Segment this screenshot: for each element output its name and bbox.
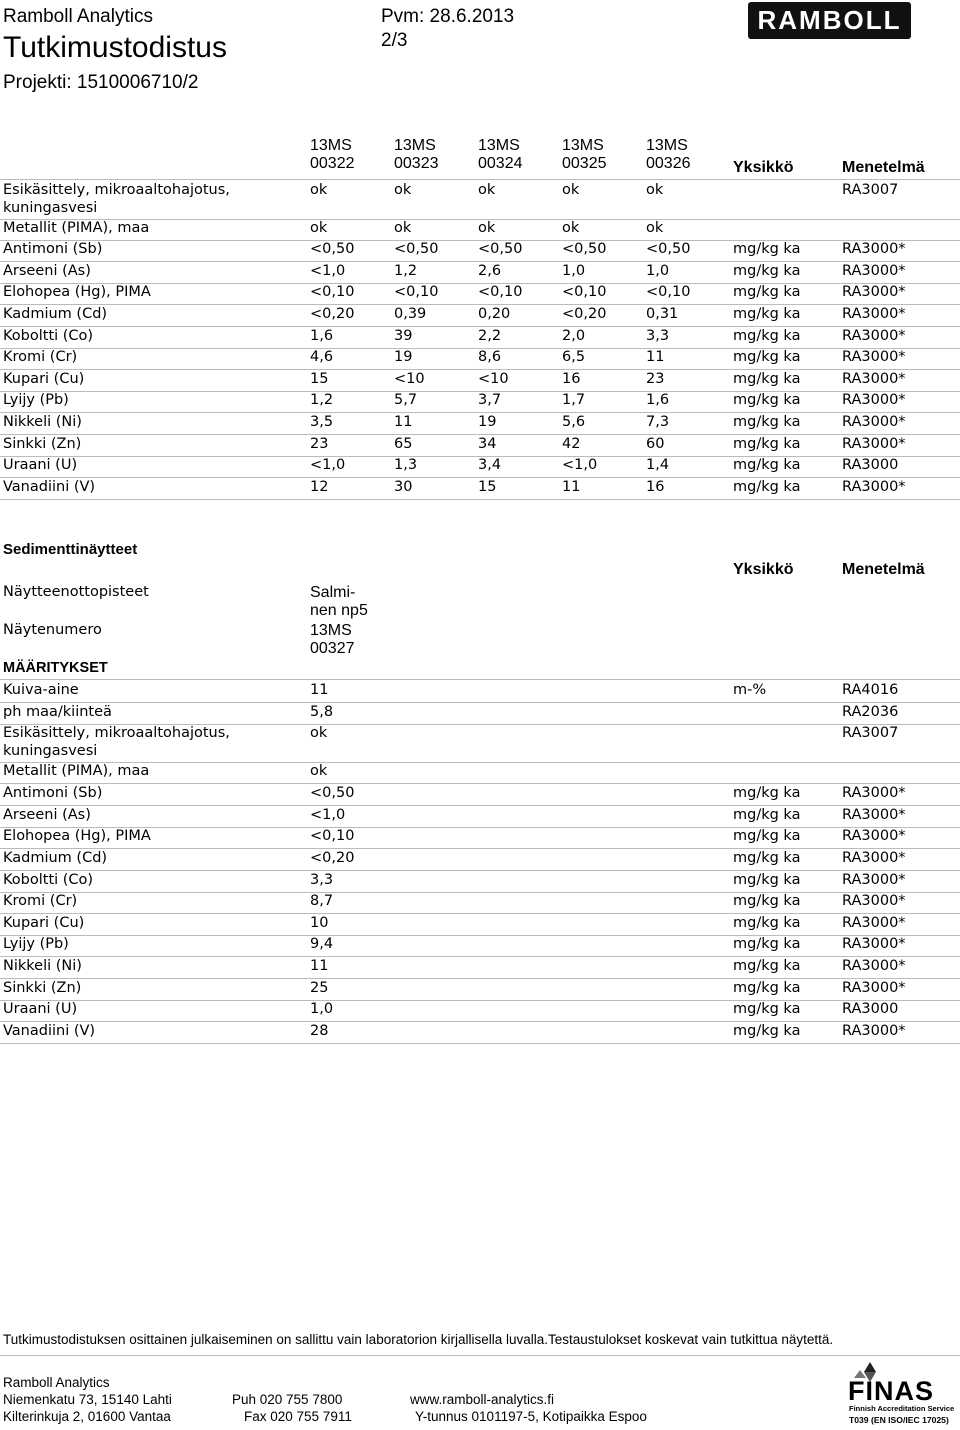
row-label: Koboltti (Co) <box>3 328 94 344</box>
value-cell: <1,0 <box>310 263 346 279</box>
method-header: Menetelmä <box>842 561 925 578</box>
value-cell: 2,6 <box>478 263 502 279</box>
value-cell: <0,20 <box>310 850 355 866</box>
unit-cell: mg/kg ka <box>733 936 801 952</box>
unit-cell: mg/kg ka <box>733 1023 801 1039</box>
value-cell: <0,10 <box>646 284 691 300</box>
method-cell: RA3000* <box>842 872 906 888</box>
footer-fax: Fax 020 755 7911 <box>244 1409 352 1424</box>
row-label: Metallit (PIMA), maa <box>3 763 150 779</box>
unit-cell: mg/kg ka <box>733 958 801 974</box>
row-divider <box>0 1000 960 1001</box>
value-cell: ok <box>478 220 496 236</box>
footer-business-id: Y-tunnus 0101197-5, Kotipaikka Espoo <box>415 1409 647 1424</box>
method-cell: RA3007 <box>842 725 899 741</box>
method-cell: RA3000* <box>842 328 906 344</box>
method-cell: RA3000* <box>842 828 906 844</box>
method-cell: RA3000 <box>842 1001 899 1017</box>
row-divider <box>0 412 960 413</box>
value-cell: 1,0 <box>310 1001 334 1017</box>
value-cell: <10 <box>478 371 509 387</box>
value-cell: 11 <box>310 958 329 974</box>
row-label-cont: kuningasvesi <box>3 200 98 216</box>
method-cell: RA3000* <box>842 241 906 257</box>
row-label: ph maa/kiinteä <box>3 704 112 720</box>
value-cell: 15 <box>478 479 497 495</box>
row-label: Metallit (PIMA), maa <box>3 220 150 236</box>
value-cell: 0,39 <box>394 306 427 322</box>
value-cell: 1,4 <box>646 457 670 473</box>
sample-id-line1: 13MS <box>394 137 436 154</box>
row-divider <box>0 978 960 979</box>
value-cell: ok <box>646 220 664 236</box>
row-label: Arseeni (As) <box>3 807 91 823</box>
value-cell: <1,0 <box>310 807 346 823</box>
unit-cell: mg/kg ka <box>733 850 801 866</box>
finas-name: FINAS <box>848 1376 934 1406</box>
row-label: Sinkki (Zn) <box>3 980 82 996</box>
method-cell: RA3000* <box>842 785 906 801</box>
footer-phone: Puh 020 755 7800 <box>232 1392 343 1407</box>
value-cell: 8,7 <box>310 893 334 909</box>
unit-cell: mg/kg ka <box>733 893 801 909</box>
project-number: Projekti: 1510006710/2 <box>3 72 199 93</box>
method-cell: RA3000* <box>842 414 906 430</box>
row-label: Nikkeli (Ni) <box>3 958 82 974</box>
unit-cell: mg/kg ka <box>733 980 801 996</box>
value-cell: <0,50 <box>310 241 355 257</box>
value-cell: <0,10 <box>394 284 439 300</box>
value-cell: ok <box>646 182 664 198</box>
sample-id-line1: 13MS <box>646 137 688 154</box>
value-cell: 3,3 <box>646 328 670 344</box>
method-cell: RA3000* <box>842 850 906 866</box>
row-divider <box>0 805 960 806</box>
row-divider <box>0 702 960 703</box>
value-cell: <0,50 <box>394 241 439 257</box>
row-label: Antimoni (Sb) <box>3 241 103 257</box>
value-cell: 23 <box>646 371 665 387</box>
row-divider <box>0 1043 960 1044</box>
sampling-point-line1: Salmi- <box>310 584 356 601</box>
value-cell: 3,4 <box>478 457 502 473</box>
value-cell: 30 <box>394 479 413 495</box>
unit-cell: m-% <box>733 682 767 698</box>
value-cell: 2,2 <box>478 328 502 344</box>
finas-logo <box>846 1358 958 1426</box>
value-cell: 1,6 <box>646 392 670 408</box>
sample-id-line1: 13MS <box>562 137 604 154</box>
method-cell: RA3000* <box>842 436 906 452</box>
value-cell: 11 <box>562 479 581 495</box>
unit-cell: mg/kg ka <box>733 828 801 844</box>
method-cell: RA4016 <box>842 682 899 698</box>
row-divider <box>0 913 960 914</box>
method-cell: RA3000* <box>842 807 906 823</box>
value-cell: <0,50 <box>310 785 355 801</box>
row-label: Antimoni (Sb) <box>3 785 103 801</box>
unit-cell: mg/kg ka <box>733 284 801 300</box>
ramboll-logo: RAMBOLL <box>748 2 911 39</box>
footer-divider <box>0 1355 960 1356</box>
row-divider <box>0 870 960 871</box>
value-cell: <0,20 <box>562 306 607 322</box>
row-divider <box>0 369 960 370</box>
sample-id-line2: 00322 <box>310 155 355 172</box>
method-cell: RA3000* <box>842 1023 906 1039</box>
sample-id-line1: 13MS <box>478 137 520 154</box>
sample-number-line2: 00327 <box>310 640 355 657</box>
section-title: Sedimenttinäytteet <box>3 541 138 558</box>
value-cell: <1,0 <box>562 457 598 473</box>
unit-cell: mg/kg ka <box>733 457 801 473</box>
row-label: Arseeni (As) <box>3 263 91 279</box>
sampling-point-label: Näytteenottopisteet <box>3 584 149 600</box>
value-cell: 16 <box>562 371 581 387</box>
value-cell: 23 <box>310 436 329 452</box>
value-cell: 28 <box>310 1023 329 1039</box>
row-divider <box>0 179 960 180</box>
row-label: Kadmium (Cd) <box>3 306 108 322</box>
measurements-label: MÄÄRITYKSET <box>3 660 108 676</box>
value-cell: 11 <box>310 682 329 698</box>
value-cell: 15 <box>310 371 329 387</box>
row-divider <box>0 499 960 500</box>
sample-id-line2: 00324 <box>478 155 523 172</box>
value-cell: ok <box>310 763 328 779</box>
unit-cell: mg/kg ka <box>733 306 801 322</box>
sample-id-line2: 00326 <box>646 155 691 172</box>
value-cell: 12 <box>310 479 329 495</box>
value-cell: ok <box>394 220 412 236</box>
value-cell: 1,6 <box>310 328 334 344</box>
row-label: Kromi (Cr) <box>3 893 78 909</box>
value-cell: 65 <box>394 436 413 452</box>
sample-id-line2: 00325 <box>562 155 607 172</box>
footer-company: Ramboll Analytics <box>3 1375 110 1390</box>
unit-cell: mg/kg ka <box>733 807 801 823</box>
unit-cell: mg/kg ka <box>733 785 801 801</box>
value-cell: ok <box>478 182 496 198</box>
method-cell: RA3000* <box>842 392 906 408</box>
value-cell: 4,6 <box>310 349 334 365</box>
unit-cell: mg/kg ka <box>733 392 801 408</box>
value-cell: 19 <box>478 414 497 430</box>
value-cell: <0,10 <box>310 828 355 844</box>
row-label: Elohopea (Hg), PIMA <box>3 284 151 300</box>
row-divider <box>0 892 960 893</box>
method-cell: RA3000* <box>842 958 906 974</box>
value-cell: 1,0 <box>646 263 670 279</box>
row-label: Nikkeli (Ni) <box>3 414 82 430</box>
row-divider <box>0 434 960 435</box>
method-cell: RA3000* <box>842 371 906 387</box>
value-cell: 3,3 <box>310 872 334 888</box>
method-cell: RA3000* <box>842 263 906 279</box>
row-divider <box>0 261 960 262</box>
value-cell: <0,50 <box>562 241 607 257</box>
method-cell: RA2036 <box>842 704 899 720</box>
row-label: Kupari (Cu) <box>3 915 85 931</box>
row-divider <box>0 326 960 327</box>
finas-subtitle: Finnish Accreditation Service <box>849 1404 955 1413</box>
value-cell: ok <box>394 182 412 198</box>
method-header: Menetelmä <box>842 159 925 176</box>
row-label: Elohopea (Hg), PIMA <box>3 828 151 844</box>
unit-cell: mg/kg ka <box>733 436 801 452</box>
method-cell: RA3000* <box>842 915 906 931</box>
value-cell: 34 <box>478 436 497 452</box>
value-cell: 8,6 <box>478 349 502 365</box>
row-label: Koboltti (Co) <box>3 872 94 888</box>
value-cell: 16 <box>646 479 665 495</box>
value-cell: 39 <box>394 328 413 344</box>
unit-header: Yksikkö <box>733 561 794 578</box>
row-divider <box>0 783 960 784</box>
value-cell: 7,3 <box>646 414 670 430</box>
sample-number-line1: 13MS <box>310 622 352 639</box>
row-label: Lyijy (Pb) <box>3 392 69 408</box>
footer-address-2: Kilterinkuja 2, 01600 Vantaa <box>3 1409 171 1424</box>
value-cell: 0,20 <box>478 306 511 322</box>
row-divider <box>0 304 960 305</box>
value-cell: 19 <box>394 349 413 365</box>
value-cell: ok <box>562 220 580 236</box>
row-label: Kromi (Cr) <box>3 349 78 365</box>
value-cell: ok <box>310 725 328 741</box>
unit-cell: mg/kg ka <box>733 1001 801 1017</box>
value-cell: 11 <box>394 414 413 430</box>
row-divider <box>0 679 960 680</box>
method-cell: RA3000* <box>842 980 906 996</box>
row-label: Kupari (Cu) <box>3 371 85 387</box>
value-cell: ok <box>562 182 580 198</box>
method-cell: RA3000 <box>842 457 899 473</box>
unit-cell: mg/kg ka <box>733 349 801 365</box>
method-cell: RA3000* <box>842 936 906 952</box>
row-label: Uraani (U) <box>3 1001 78 1017</box>
value-cell: ok <box>310 220 328 236</box>
row-divider <box>0 956 960 957</box>
value-cell: 6,5 <box>562 349 586 365</box>
row-label: Vanadiini (V) <box>3 479 96 495</box>
value-cell: <0,10 <box>310 284 355 300</box>
value-cell: 42 <box>562 436 581 452</box>
row-label: Kadmium (Cd) <box>3 850 108 866</box>
row-divider <box>0 477 960 478</box>
method-cell: RA3000* <box>842 349 906 365</box>
value-cell: 3,7 <box>478 392 502 408</box>
unit-cell: mg/kg ka <box>733 915 801 931</box>
row-divider <box>0 848 960 849</box>
footer-disclaimer: Tutkimustodistuksen osittainen julkaiseminen on sallittu vain laboratorion kirjallisella luvalla.Testaustulokset koskevat vain tutkittua näytettä. <box>3 1332 834 1347</box>
company-name: Ramboll Analytics <box>3 6 153 27</box>
row-divider <box>0 1021 960 1022</box>
unit-cell: mg/kg ka <box>733 328 801 344</box>
value-cell: <0,10 <box>478 284 523 300</box>
finas-code: T039 (EN ISO/IEC 17025) <box>849 1415 949 1425</box>
value-cell: 60 <box>646 436 665 452</box>
unit-header: Yksikkö <box>733 159 794 176</box>
footer-website: www.ramboll-analytics.fi <box>410 1392 555 1407</box>
value-cell: 10 <box>310 915 329 931</box>
value-cell: 1,3 <box>394 457 418 473</box>
value-cell: ok <box>310 182 328 198</box>
row-label: Esikäsittely, mikroaaltohajotus, <box>3 182 230 198</box>
row-label: Lyijy (Pb) <box>3 936 69 952</box>
row-label: Vanadiini (V) <box>3 1023 96 1039</box>
value-cell: 3,5 <box>310 414 334 430</box>
unit-cell: mg/kg ka <box>733 263 801 279</box>
value-cell: 1,2 <box>310 392 334 408</box>
document-title: Tutkimustodistus <box>3 31 227 64</box>
row-label: Uraani (U) <box>3 457 78 473</box>
row-label: Kuiva-aine <box>3 682 79 698</box>
value-cell: <0,20 <box>310 306 355 322</box>
value-cell: <10 <box>394 371 425 387</box>
unit-cell: mg/kg ka <box>733 414 801 430</box>
value-cell: 1,2 <box>394 263 418 279</box>
value-cell: <1,0 <box>310 457 346 473</box>
value-cell: 5,6 <box>562 414 586 430</box>
value-cell: 11 <box>646 349 665 365</box>
document-date: Pvm: 28.6.2013 <box>381 6 515 27</box>
unit-cell: mg/kg ka <box>733 371 801 387</box>
row-divider <box>0 935 960 936</box>
value-cell: 1,7 <box>562 392 586 408</box>
page-number: 2/3 <box>381 30 408 51</box>
sample-number-label: Näytenumero <box>3 622 102 638</box>
value-cell: 5,7 <box>394 392 418 408</box>
value-cell: 25 <box>310 980 329 996</box>
footer-address-1: Niemenkatu 73, 15140 Lahti <box>3 1392 172 1407</box>
value-cell: <0,50 <box>478 241 523 257</box>
value-cell: 1,0 <box>562 263 586 279</box>
value-cell: 0,31 <box>646 306 679 322</box>
sample-id-line1: 13MS <box>310 137 352 154</box>
unit-cell: mg/kg ka <box>733 872 801 888</box>
method-cell: RA3000* <box>842 479 906 495</box>
method-cell: RA3007 <box>842 182 899 198</box>
method-cell: RA3000* <box>842 284 906 300</box>
method-cell: RA3000* <box>842 306 906 322</box>
value-cell: <0,50 <box>646 241 691 257</box>
value-cell: 5,8 <box>310 704 334 720</box>
row-label: Esikäsittely, mikroaaltohajotus, <box>3 725 230 741</box>
value-cell: 9,4 <box>310 936 334 952</box>
method-cell: RA3000* <box>842 893 906 909</box>
unit-cell: mg/kg ka <box>733 241 801 257</box>
sample-id-line2: 00323 <box>394 155 439 172</box>
row-label-cont: kuningasvesi <box>3 743 98 759</box>
sampling-point-line2: nen np5 <box>310 602 368 619</box>
value-cell: 2,0 <box>562 328 586 344</box>
row-label: Sinkki (Zn) <box>3 436 82 452</box>
unit-cell: mg/kg ka <box>733 479 801 495</box>
value-cell: <0,10 <box>562 284 607 300</box>
